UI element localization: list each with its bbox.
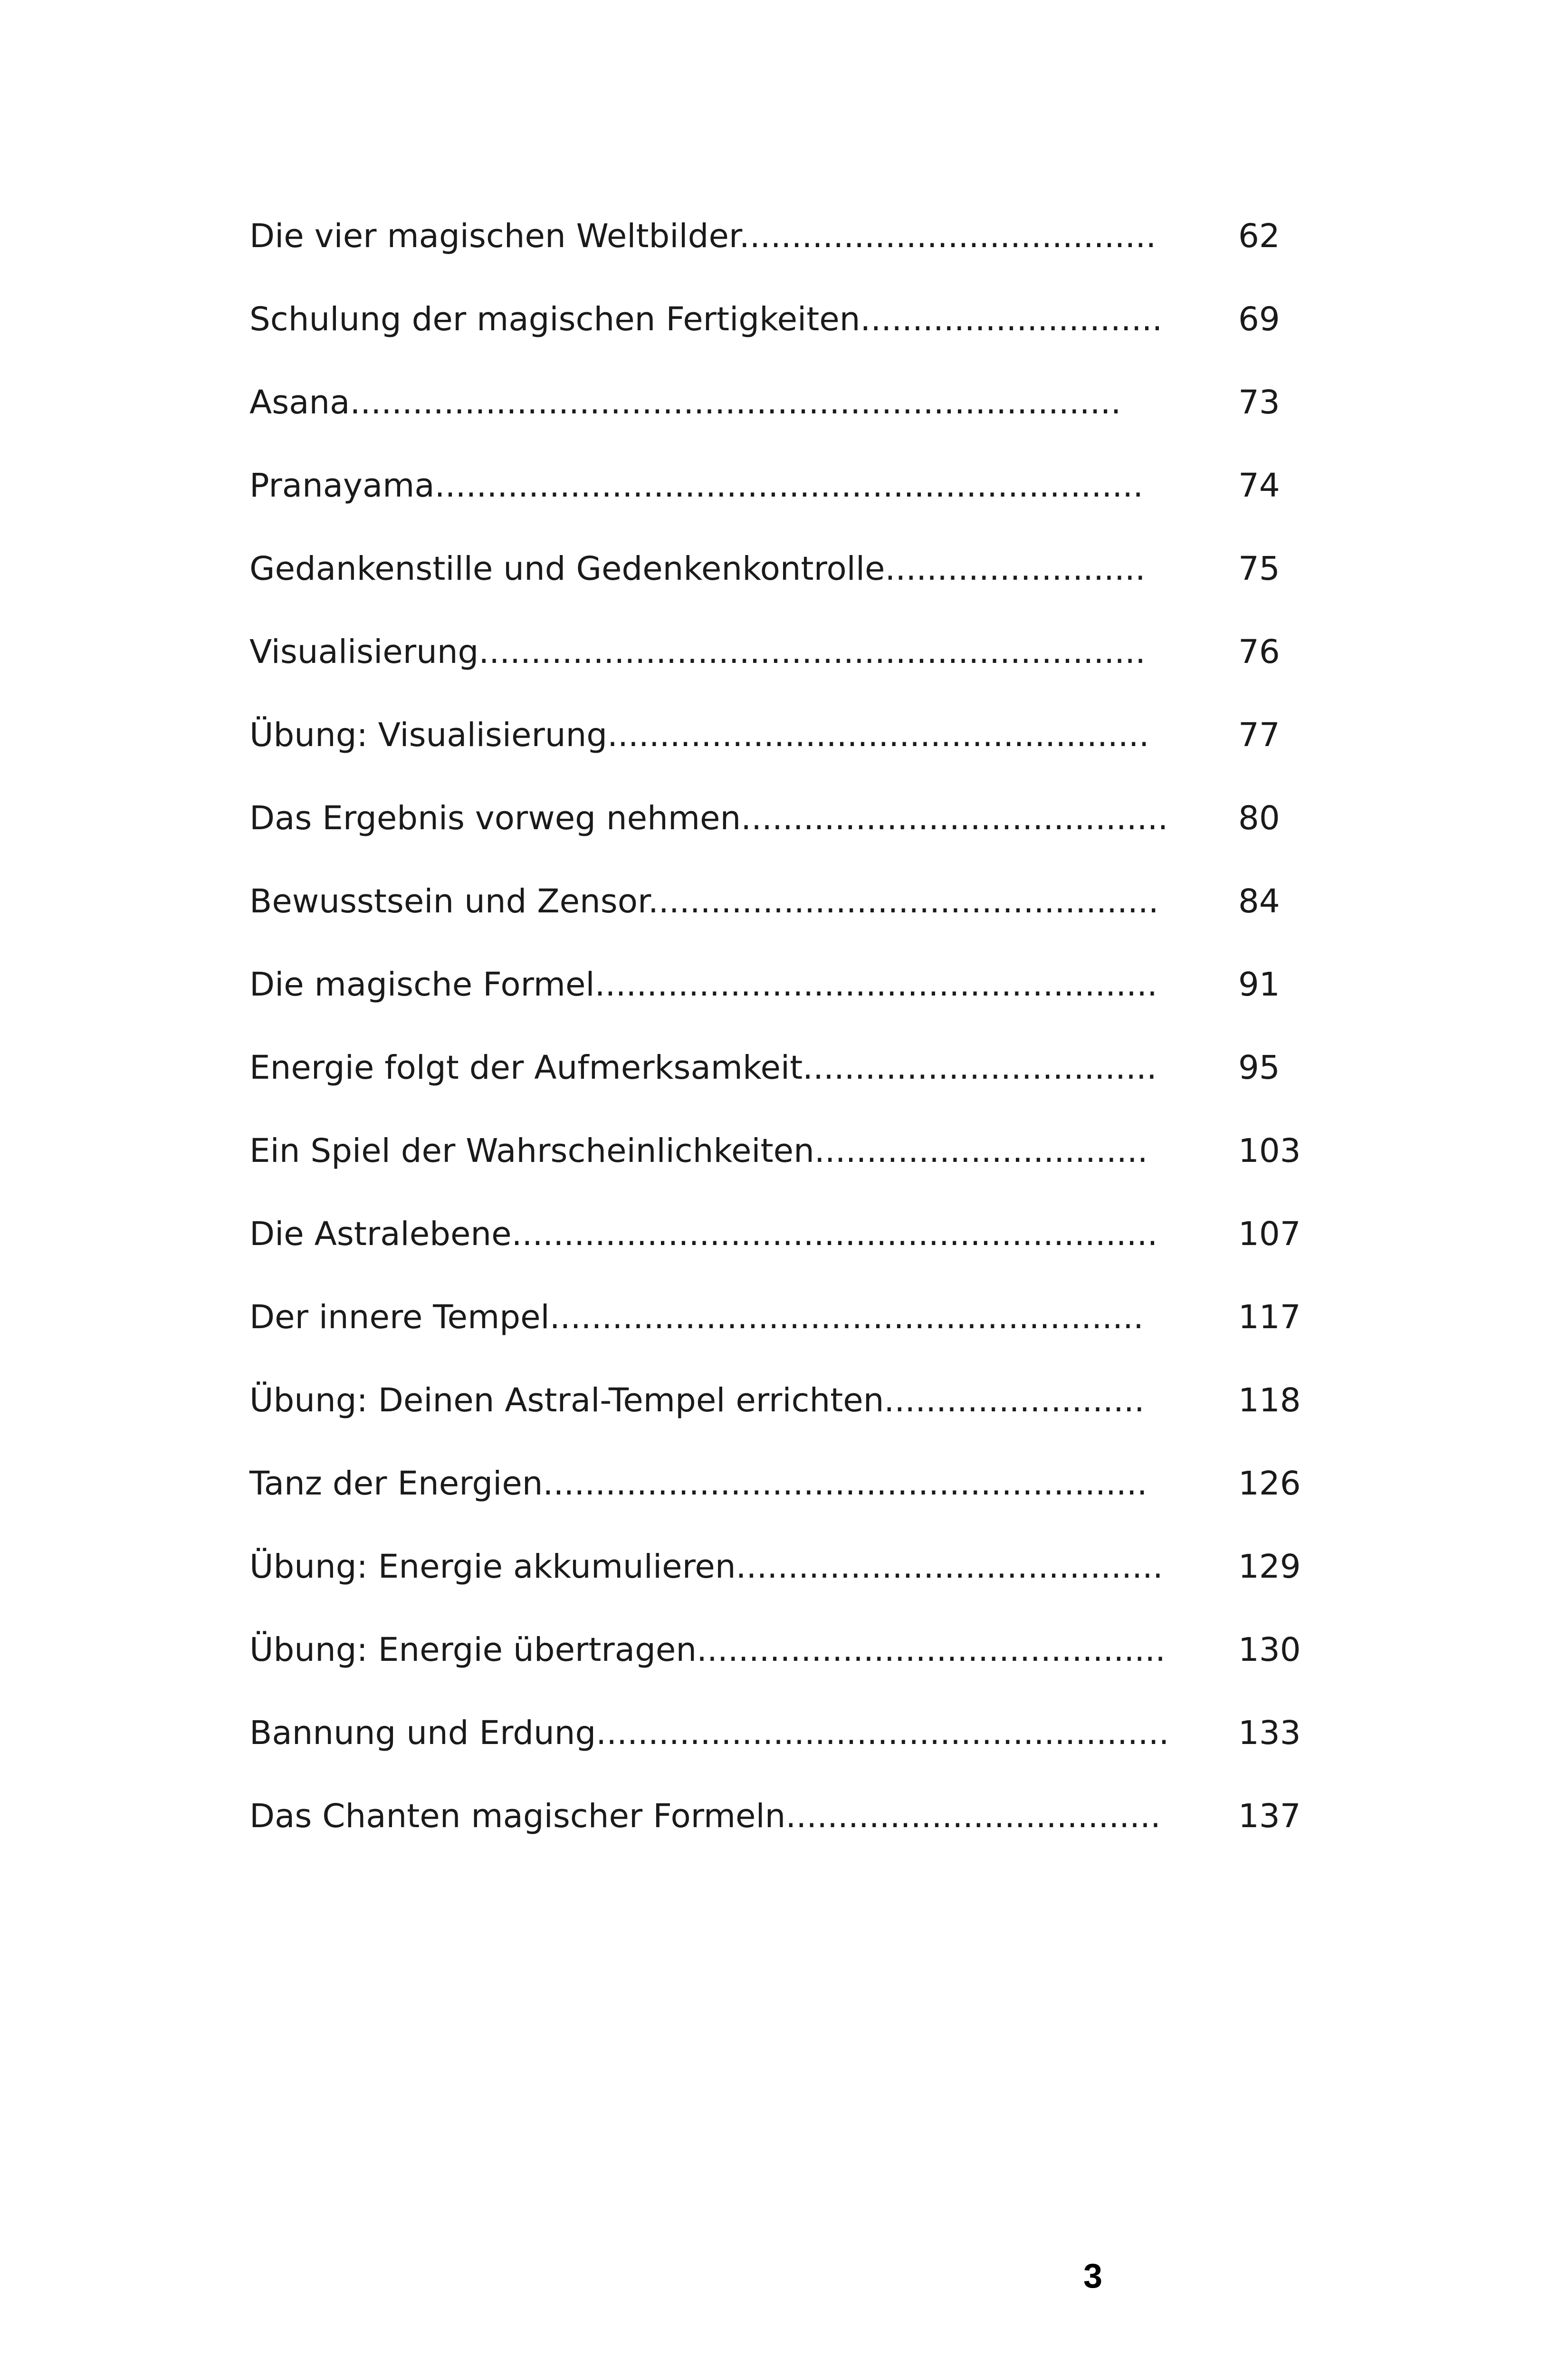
- toc-entry: [249, 540, 1342, 597]
- toc-entry: [249, 1788, 1342, 1845]
- toc-entry: [249, 790, 1342, 847]
- toc-entry-page: 103: [1238, 1132, 1301, 1170]
- toc-entry: [249, 374, 1342, 431]
- toc-entry: [249, 956, 1342, 1013]
- toc-entry: [249, 1039, 1342, 1096]
- toc-entry-title: Energie folgt der Aufmerksamkeit..................................: [249, 1049, 1157, 1087]
- toc-entry: [249, 457, 1342, 514]
- toc-entry: [249, 1289, 1342, 1346]
- toc-entry-title: Die vier magischen Weltbilder........................................: [249, 217, 1157, 255]
- toc-entry-title: Der innere Tempel.........................................................: [249, 1298, 1144, 1336]
- toc-entry-title: Schulung der magischen Fertigkeiten.............................: [249, 300, 1163, 338]
- toc-entry-title: Tanz der Energien..........................................................: [249, 1465, 1147, 1503]
- toc-entry: [249, 291, 1342, 348]
- toc-entry: [249, 707, 1342, 764]
- toc-entry-title: Asana..........................................................................: [249, 383, 1121, 422]
- toc-entry: [249, 1206, 1342, 1263]
- toc-entry-page: 91: [1238, 966, 1280, 1004]
- toc-entry-title: Übung: Energie akkumulieren.........................................: [249, 1548, 1163, 1586]
- toc-entry-title: Visualisierung................................................................: [249, 633, 1146, 671]
- page-number: 3: [1083, 2257, 1103, 2295]
- toc-entry-title: Das Chanten magischer Formeln....................................: [249, 1797, 1161, 1835]
- toc-entry-title: Bannung und Erdung.......................................................: [249, 1714, 1169, 1752]
- toc-entry-title: Übung: Visualisierung....................................................: [249, 716, 1149, 754]
- toc-entry: [249, 1372, 1342, 1429]
- toc-entry: [249, 1122, 1342, 1179]
- toc-entry-page: 95: [1238, 1049, 1280, 1087]
- toc-entry-page: 118: [1238, 1381, 1301, 1419]
- toc-entry-page: 77: [1238, 716, 1280, 754]
- toc-entry-page: 73: [1238, 383, 1280, 422]
- toc-entry-page: 133: [1238, 1714, 1301, 1752]
- toc-entry-page: 75: [1238, 550, 1280, 588]
- toc-entry-title: Das Ergebnis vorweg nehmen.........................................: [249, 799, 1168, 837]
- toc-entry-page: 117: [1238, 1298, 1301, 1336]
- toc-entry-page: 69: [1238, 300, 1280, 338]
- toc-entry-page: 62: [1238, 217, 1280, 255]
- toc-entry: [249, 1538, 1342, 1595]
- toc-entry: [249, 873, 1342, 930]
- toc-entry-page: 76: [1238, 633, 1280, 671]
- toc-entry-page: 80: [1238, 799, 1280, 837]
- toc-entry-page: 126: [1238, 1465, 1301, 1503]
- toc-entry-title: Ein Spiel der Wahrscheinlichkeiten................................: [249, 1132, 1148, 1170]
- table-of-contents: [249, 0, 1342, 2376]
- toc-entry-title: Gedankenstille und Gedenkenkontrolle.........................: [249, 550, 1146, 588]
- toc-entry: [249, 1455, 1342, 1512]
- toc-entry-title: Die Astralebene..............................................................: [249, 1215, 1158, 1253]
- toc-entry: [249, 623, 1342, 680]
- toc-entry-title: Pranayama....................................................................: [249, 467, 1144, 505]
- toc-entry-page: 107: [1238, 1215, 1301, 1253]
- toc-entry-page: 84: [1238, 882, 1280, 920]
- toc-entry-title: Die magische Formel......................................................: [249, 966, 1157, 1004]
- toc-entry-page: 129: [1238, 1548, 1301, 1586]
- toc-entry-title: Übung: Energie übertragen.............................................: [249, 1631, 1166, 1669]
- toc-entry-title: Bewusstsein und Zensor.................................................: [249, 882, 1159, 920]
- toc-entry-page: 74: [1238, 467, 1280, 505]
- toc-entry: [249, 1621, 1342, 1678]
- toc-entry: [249, 1705, 1342, 1762]
- toc-entry-page: 137: [1238, 1797, 1301, 1835]
- toc-entry-title: Übung: Deinen Astral-Tempel errichten.........................: [249, 1381, 1145, 1419]
- toc-entry: [249, 208, 1342, 265]
- toc-entry-page: 130: [1238, 1631, 1301, 1669]
